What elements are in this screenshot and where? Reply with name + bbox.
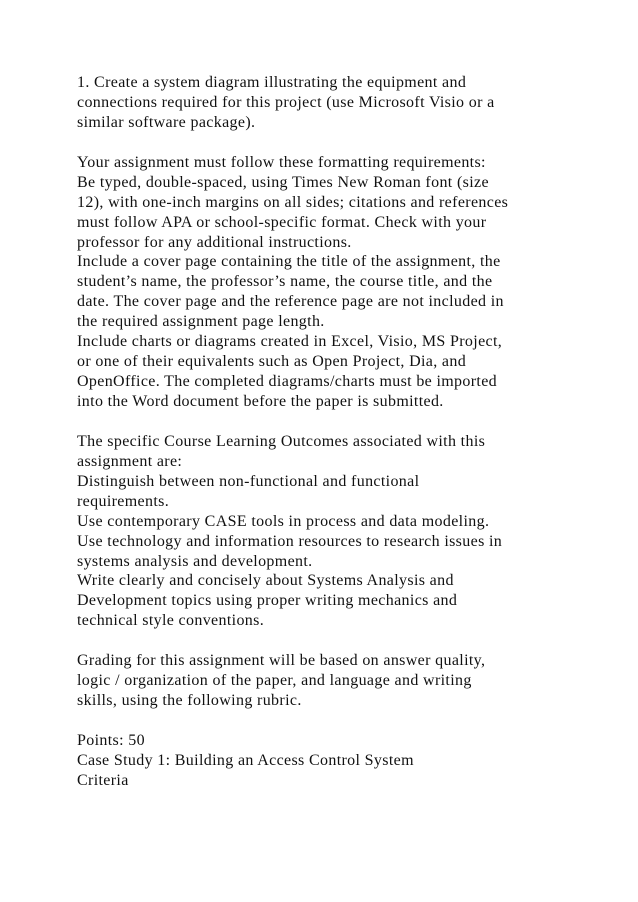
text-line: or one of their equivalents such as Open Project, Dia, and	[77, 353, 467, 371]
text-line: student’s name, the professor’s name, the course title, and the	[77, 273, 493, 291]
text-line: connections required for this project (use Microsoft Visio or a	[77, 93, 495, 111]
text-line: logic / organization of the paper, and language and writing	[77, 672, 472, 690]
text-line: 12), with one-inch margins on all sides; citations and references	[77, 193, 509, 211]
text-line: skills, using the following rubric.	[77, 692, 302, 710]
blank-line	[77, 631, 622, 651]
text-line: OpenOffice. The completed diagrams/charts must be imported	[77, 373, 498, 391]
text-line: Include charts or diagrams created in Excel, Visio, MS Project,	[77, 333, 503, 351]
text-line: assignment are:	[77, 452, 183, 470]
blank-line	[77, 133, 622, 153]
text-line: technical style conventions.	[77, 612, 265, 630]
text-line: Use contemporary CASE tools in process and data modeling.	[77, 512, 490, 530]
text-line: requirements.	[77, 492, 170, 510]
text-line: Write clearly and concisely about Systems Analysis and	[77, 572, 454, 590]
blank-line	[77, 711, 622, 731]
text-line: the required assignment page length.	[77, 313, 325, 331]
text-line: professor for any additional instructions.	[77, 233, 352, 251]
document-body	[77, 73, 622, 791]
text-line: into the Word document before the paper is submitted.	[77, 393, 444, 410]
text-line: The specific Course Learning Outcomes associated with this	[77, 432, 486, 450]
text-line: 1. Create a system diagram illustrating the equipment and	[77, 74, 467, 91]
text-line: Case Study 1: Building an Access Control System	[77, 751, 414, 769]
text-line: Grading for this assignment will be based on answer quality,	[77, 652, 486, 670]
blank-line	[77, 412, 622, 432]
text-line: Criteria	[77, 771, 129, 789]
text-line: Use technology and information resources to research issues in	[77, 532, 503, 550]
text-line: systems analysis and development.	[77, 552, 313, 570]
text-line: Development topics using proper writing mechanics and	[77, 592, 458, 610]
text-line: Include a cover page containing the title of the assignment, the	[77, 253, 501, 271]
text-line: Distinguish between non-functional and functional	[77, 472, 420, 490]
text-line: Be typed, double-spaced, using Times New Roman font (size	[77, 173, 489, 191]
text-line: Points: 50	[77, 731, 145, 749]
text-line: date. The cover page and the reference page are not included in	[77, 293, 504, 311]
text-line: Your assignment must follow these formatting requirements:	[77, 153, 486, 171]
text-line: similar software package).	[77, 113, 256, 131]
text-line: must follow APA or school-specific format. Check with your	[77, 213, 487, 231]
